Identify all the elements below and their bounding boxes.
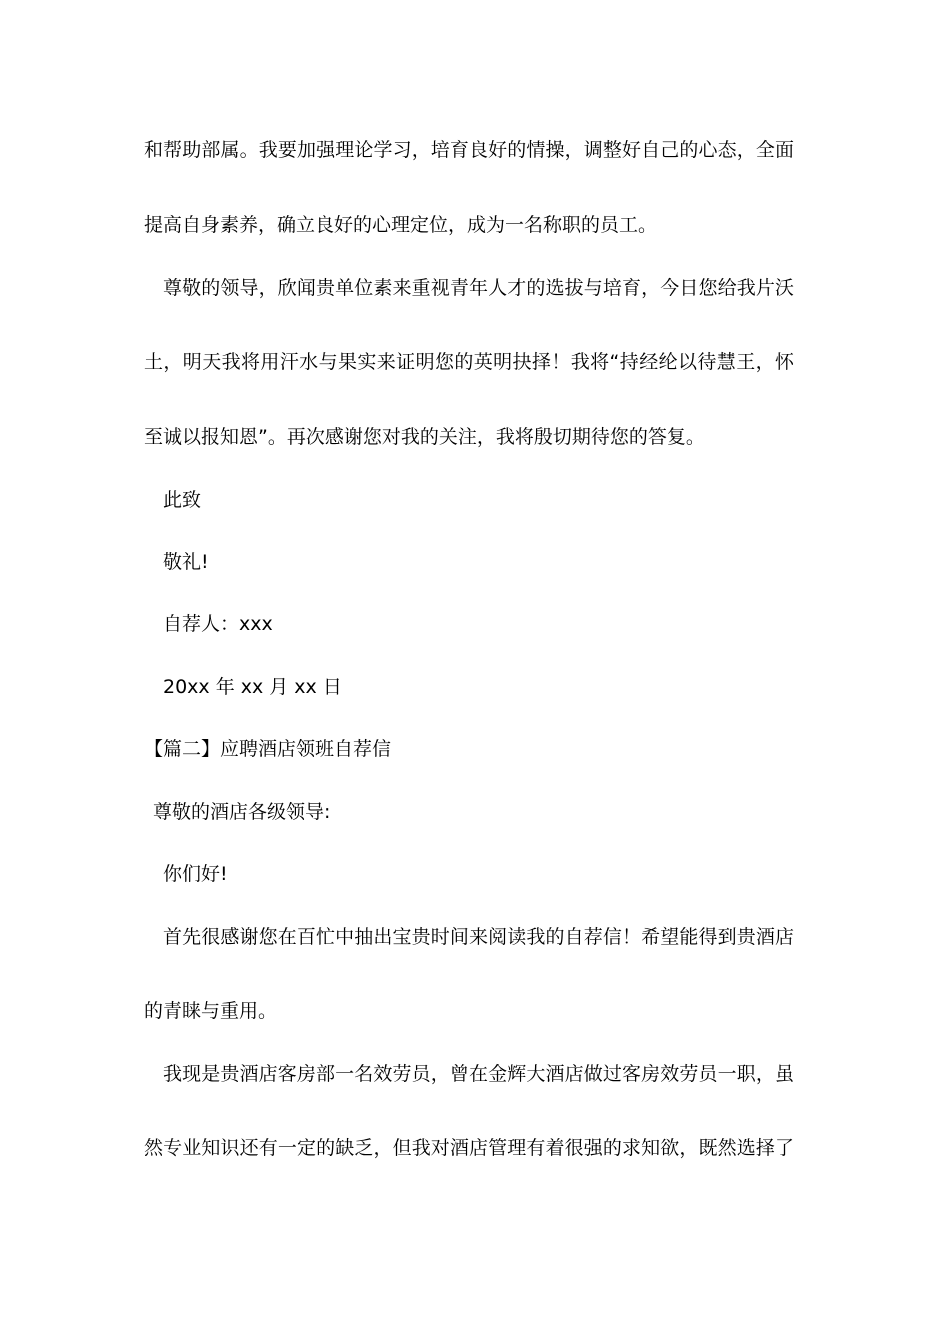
paragraph-line: 土，明天我将用汗水与果实来证明您的英明抉择！我将“持经纶以待慧王，怀 [144,351,794,373]
paragraph-line: 和帮助部属。我要加强理论学习，培育良好的情操，调整好自己的心态，全面 [144,139,794,161]
signature-date: 20xx 年 xx 月 xx 日 [163,676,342,698]
paragraph-line: 然专业知识还有一定的缺乏，但我对酒店管理有着很强的求知欲，既然选择了 [144,1137,794,1159]
letter-greeting: 你们好! [163,863,228,885]
paragraph-line: 的青睐与重用。 [144,1000,278,1022]
letter-salutation: 尊敬的酒店各级领导: [153,801,331,823]
section-heading: 【篇二】应聘酒店领班自荐信 [144,738,392,760]
paragraph-line: 尊敬的领导，欣闻贵单位素来重视青年人才的选拔与培育，今日您给我片沃 [163,277,794,299]
closing-regards: 敬礼! [163,551,209,573]
paragraph-line: 提高自身素养，确立良好的心理定位，成为一名称职的员工。 [144,214,658,236]
closing-salutation: 此致 [163,489,202,511]
paragraph-line: 我现是贵酒店客房部一名效劳员，曾在金辉大酒店做过客房效劳员一职，虽 [163,1063,794,1085]
paragraph-line: 至诚以报知恩”。再次感谢您对我的关注，我将殷切期待您的答复。 [144,426,705,448]
paragraph-line: 首先很感谢您在百忙中抽出宝贵时间来阅读我的自荐信！希望能得到贵酒店 [163,926,794,948]
signature-name: 自荐人：xxx [163,613,273,635]
